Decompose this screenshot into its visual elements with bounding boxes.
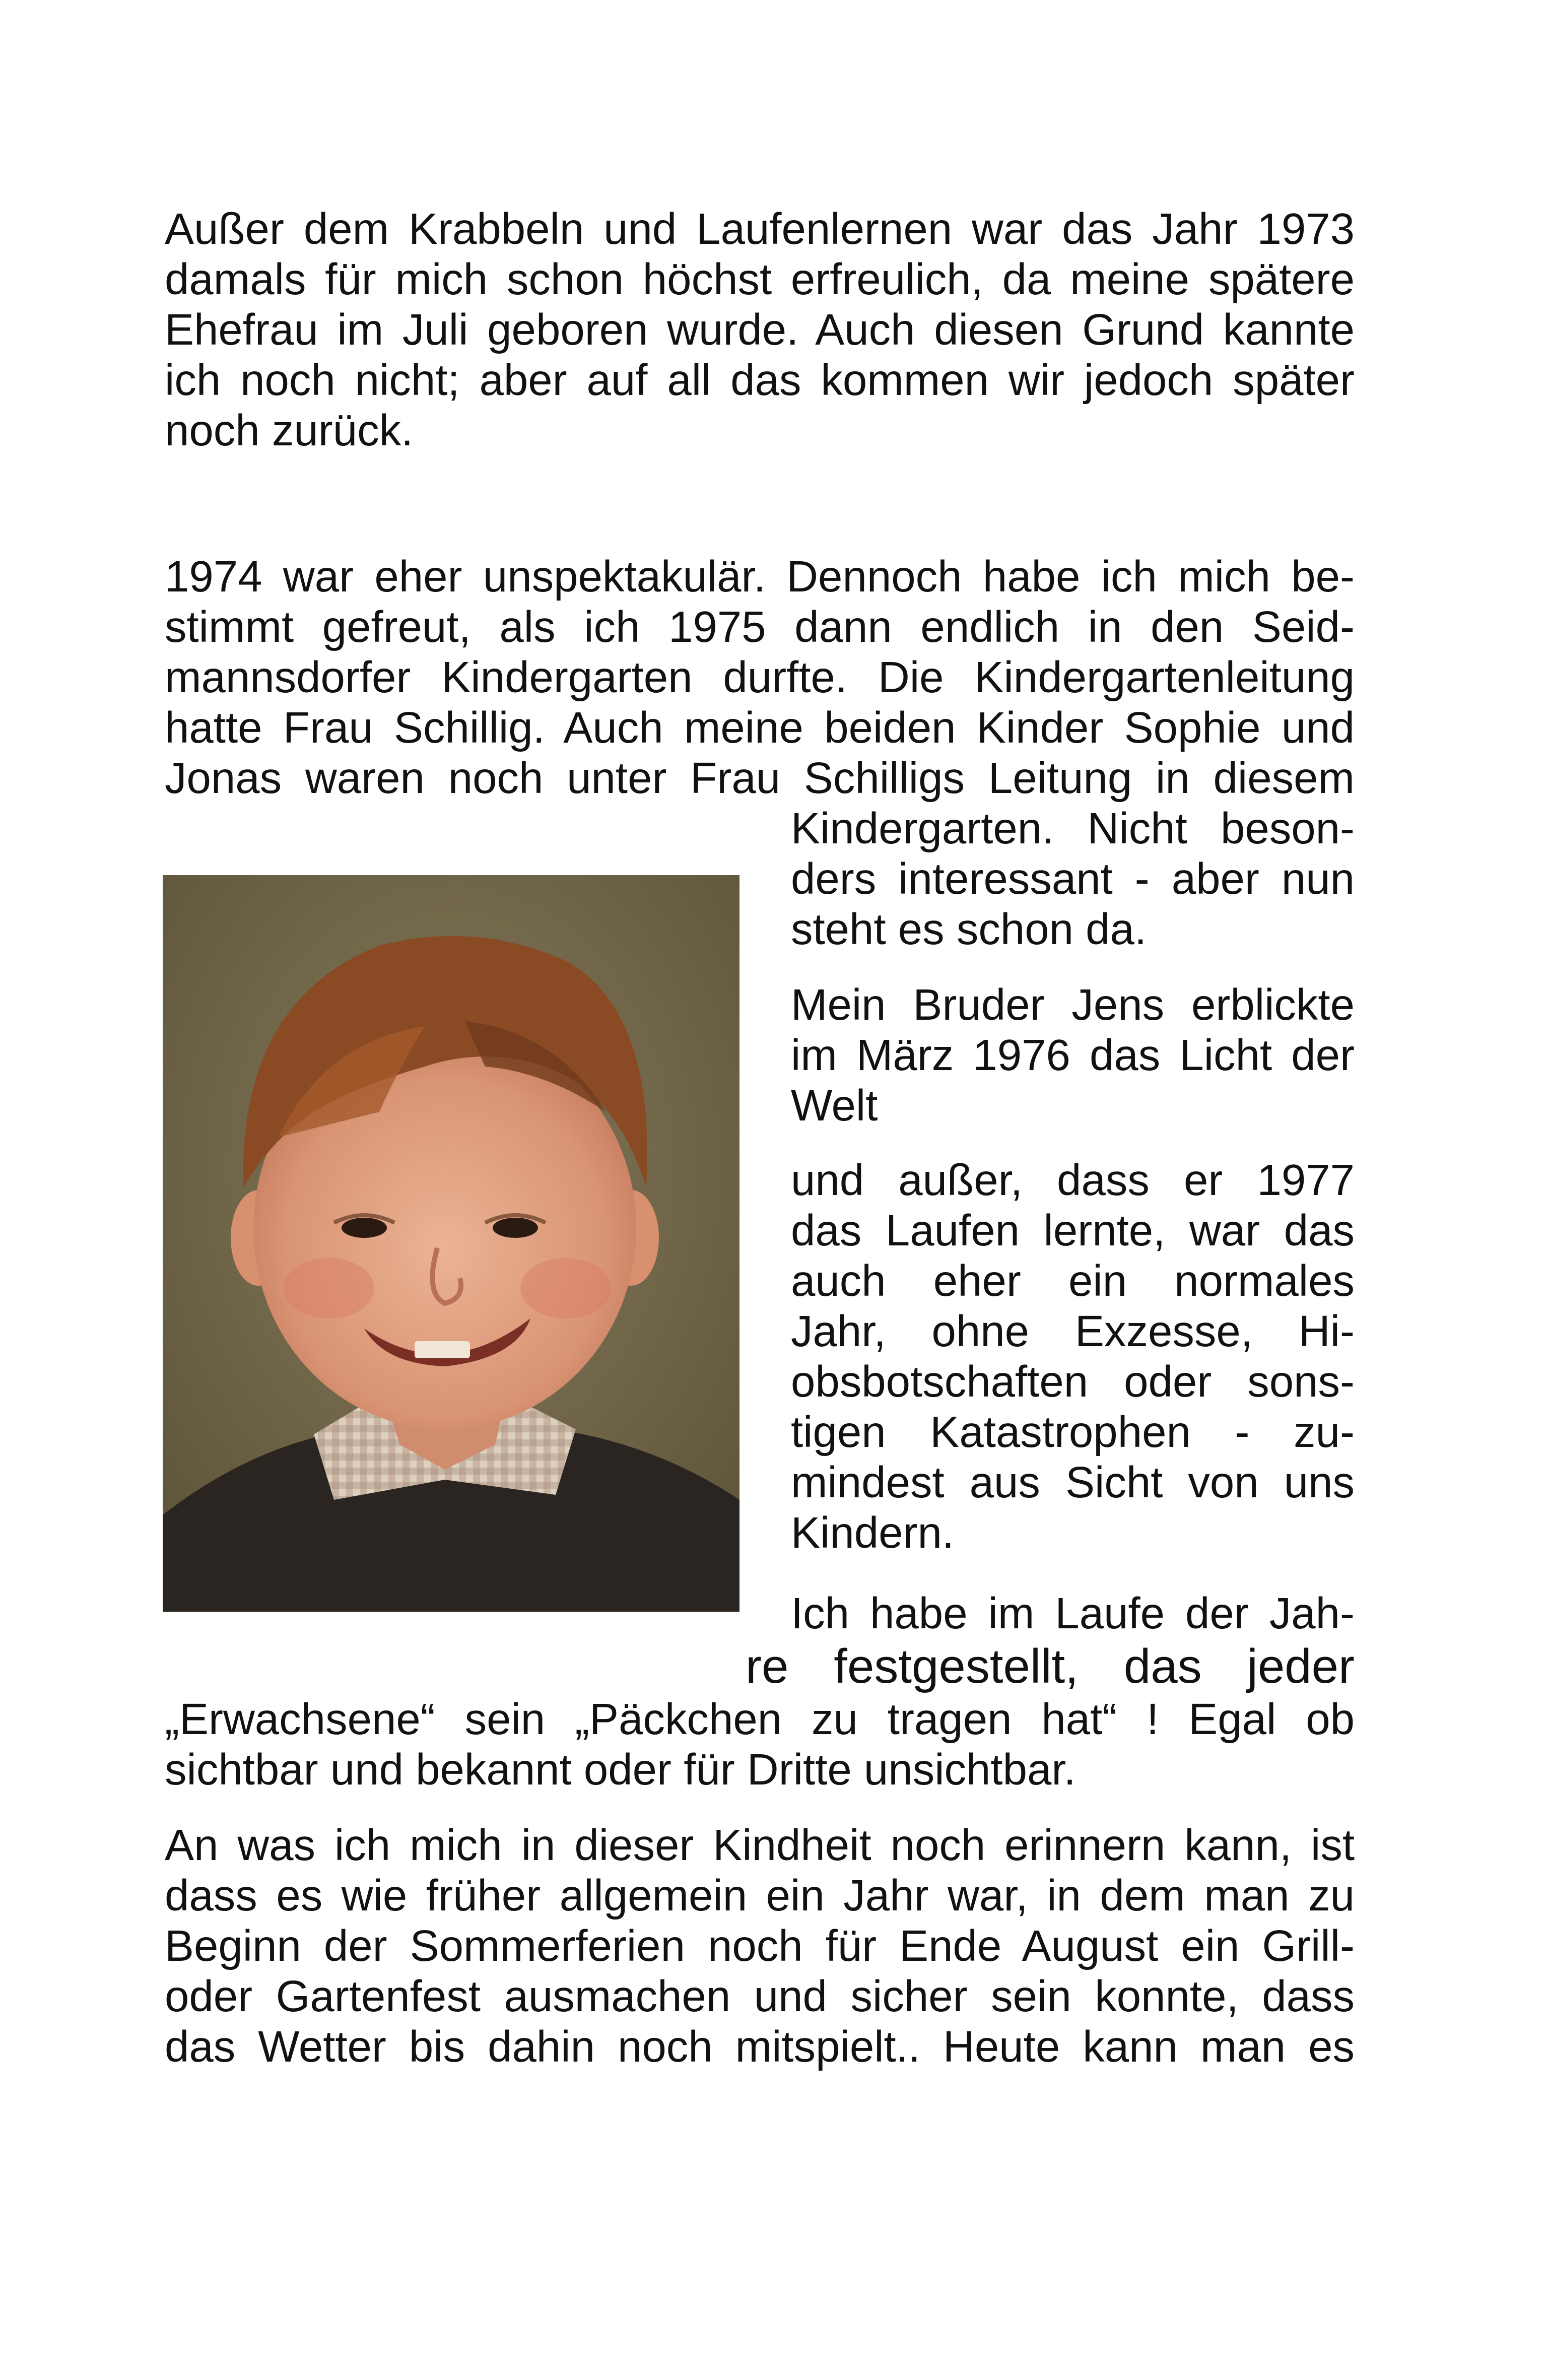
child-portrait-photo — [163, 875, 739, 1612]
paragraph-4-line-3: auch eher ein normales — [791, 1257, 1355, 1305]
paragraph-1-line-4: ich noch nicht; aber auf all das kommen wir jedoch später — [165, 356, 1355, 405]
paragraph-4-line-4: Jahr, ohne Exzesse, Hi- — [791, 1307, 1355, 1356]
paragraph-1-line-5: noch zurück. — [165, 406, 414, 455]
paragraph-3-line-1: Mein Bruder Jens erblickte — [791, 980, 1355, 1029]
paragraph-2-line-1: 1974 war eher unspektakulär. Dennoch habe ich mich be- — [165, 552, 1355, 601]
paragraph-4-line-6: tigen Katastrophen - zu- — [791, 1408, 1355, 1457]
child-portrait-icon — [163, 875, 739, 1612]
paragraph-6-line-4: oder Gartenfest ausmachen und sicher sein konnte, dass — [165, 1972, 1355, 2021]
paragraph-4-line-5: obsbotschaften oder sons- — [791, 1357, 1355, 1406]
paragraph-6-line-3: Beginn der Sommerferien noch für Ende August ein Grill- — [165, 1922, 1355, 1970]
paragraph-6-line-1: An was ich mich in dieser Kindheit noch erinnern kann, ist — [165, 1821, 1355, 1870]
paragraph-5-line-1: Ich habe im Laufe der Jah- — [791, 1589, 1355, 1638]
paragraph-6-line-2: dass es wie früher allgemein ein Jahr war, in dem man zu — [165, 1871, 1355, 1920]
paragraph-6-line-5: das Wetter bis dahin noch mitspielt.. Heute kann man es — [165, 2022, 1355, 2071]
paragraph-4-line-1: und außer, dass er 1977 — [791, 1156, 1355, 1205]
paragraph-4-line-8: Kindern. — [791, 1508, 955, 1557]
paragraph-1-line-2: damals für mich schon höchst erfreulich, da meine spätere — [165, 255, 1355, 304]
paragraph-5-line-4: sichtbar und bekannt oder für Dritte unsichtbar. — [165, 1745, 1076, 1794]
paragraph-4-line-2: das Laufen lernte, war das — [791, 1206, 1355, 1255]
paragraph-2-line-8: steht es schon da. — [791, 905, 1147, 954]
paragraph-4-line-7: mindest aus Sicht von uns — [791, 1458, 1355, 1507]
paragraph-1-line-1: Außer dem Krabbeln und Laufenlernen war das Jahr 1973 — [165, 205, 1355, 253]
paragraph-2-line-3: mannsdorfer Kindergarten durfte. Die Kindergartenleitung — [165, 653, 1355, 702]
paragraph-2-line-4: hatte Frau Schillig. Auch meine beiden Kinder Sophie und — [165, 703, 1355, 752]
paragraph-2-line-5: Jonas waren noch unter Frau Schilligs Leitung in diesem — [165, 754, 1355, 803]
paragraph-5-line-3: „Erwachsene“ sein „Päckchen zu tragen hat“ ! Egal ob — [165, 1695, 1355, 1744]
paragraph-2-line-2: stimmt gefreut, als ich 1975 dann endlich in den Seid- — [165, 603, 1355, 651]
paragraph-2-line-7: ders interessant - aber nun — [791, 854, 1355, 903]
paragraph-2-line-6: Kindergarten. Nicht beson- — [791, 804, 1355, 853]
paragraph-3-line-3: Welt — [791, 1081, 878, 1130]
paragraph-1-line-3: Ehefrau im Juli geboren wurde. Auch diesen Grund kannte — [165, 305, 1355, 354]
paragraph-3-line-2: im März 1976 das Licht der — [791, 1031, 1355, 1080]
paragraph-5-line-2: re festgestellt, das jeder — [746, 1639, 1355, 1693]
